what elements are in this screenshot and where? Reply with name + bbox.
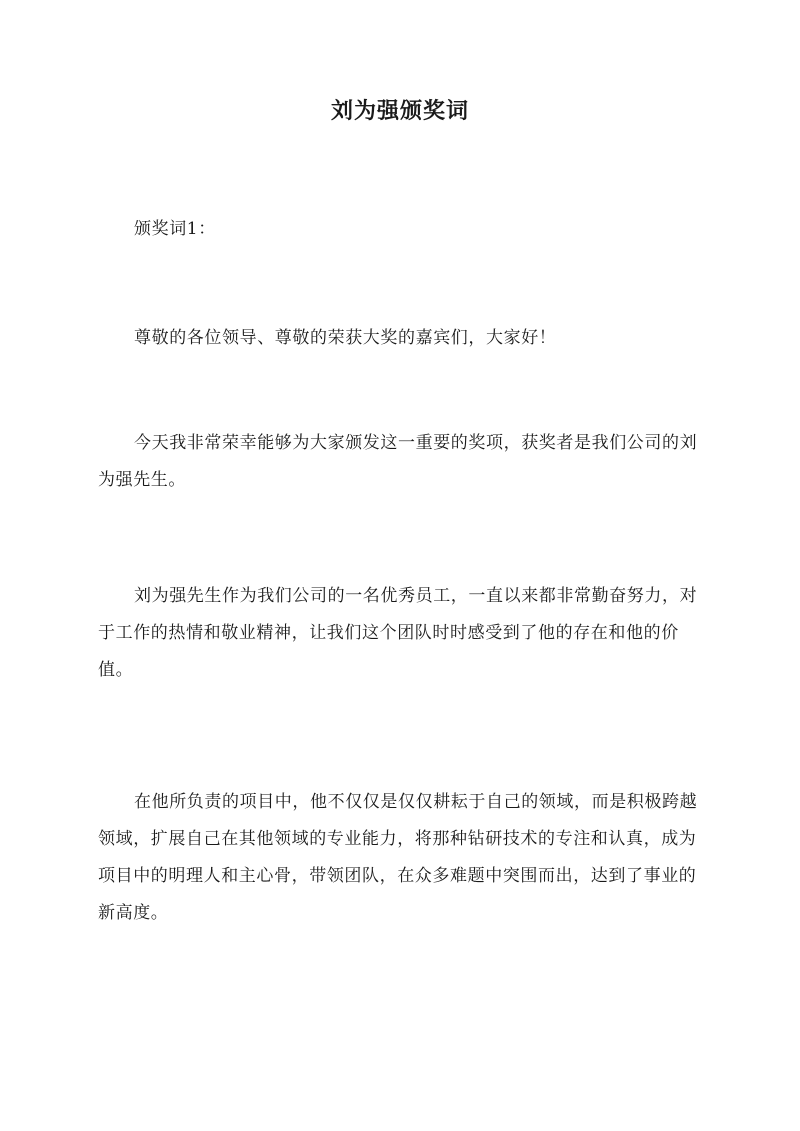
paragraph-introduction: 今天我非常荣幸能够为大家颁发这一重要的奖项，获奖者是我们公司的刘为强先生。 (98, 433, 698, 490)
paragraph-achievements: 在他所负责的项目中，他不仅仅是仅仅耕耘于自己的领域，而是积极跨越领域，扩展自己在其他领域的专业能力，将那种钻研技术的专注和认真，成为项目中的明理人和主心骨，带领团队，在众多难题中突围而出，达到了事业的新高度。 (98, 792, 698, 923)
paragraph-award-heading: 颁奖词1： (134, 219, 216, 239)
document-title: 刘为强颁奖词 (330, 98, 469, 124)
paragraph-greeting: 尊敬的各位领导、尊敬的荣获大奖的嘉宾们，大家好！ (134, 328, 557, 348)
paragraph-work-ethic: 刘为强先生作为我们公司的一名优秀员工，一直以来都非常勤奋努力，对于工作的热情和敬业精神，让我们这个团队时时感受到了他的存在和他的价值。 (98, 586, 698, 680)
